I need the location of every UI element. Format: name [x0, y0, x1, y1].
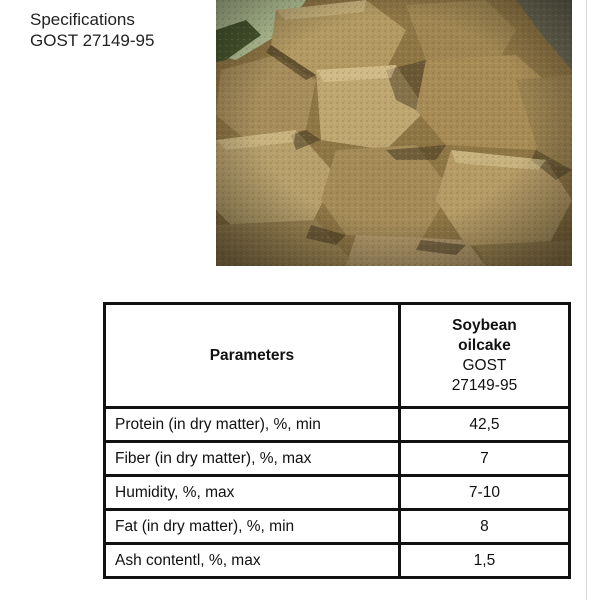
- header-product-line3: GOST: [462, 356, 507, 374]
- param-cell: Protein (in dry matter), %, min: [105, 408, 400, 442]
- table-row: [105, 442, 570, 476]
- table-row: [105, 408, 570, 442]
- header-product-line4: 27149-95: [451, 376, 518, 394]
- value-cell: 1,5: [399, 544, 569, 578]
- header-parameters: Parameters: [105, 304, 400, 408]
- header-product-line2: oilcake: [458, 336, 511, 354]
- param-cell: Fiber (in dry matter), %, max: [105, 442, 400, 476]
- spec-title-line1: Specifications: [30, 10, 135, 29]
- spec-title-line2: GOST 27149-95: [30, 31, 155, 50]
- value-cell: 42,5: [399, 408, 569, 442]
- table-header-row: [105, 304, 570, 408]
- oilcake-photo: [216, 0, 572, 266]
- table-row: [105, 544, 570, 578]
- specifications-table: [103, 302, 571, 579]
- table-row: [105, 510, 570, 544]
- content-border: [586, 0, 587, 600]
- table-row: [105, 476, 570, 510]
- header-product-line1: Soybean: [452, 316, 517, 334]
- param-cell: Humidity, %, max: [105, 476, 400, 510]
- value-cell: 8: [399, 510, 569, 544]
- header-product: [399, 304, 569, 408]
- value-cell: 7: [399, 442, 569, 476]
- param-cell: Fat (in dry matter), %, min: [105, 510, 400, 544]
- value-cell: 7-10: [399, 476, 569, 510]
- param-cell: Ash contentl, %, max: [105, 544, 400, 578]
- spec-title: [30, 9, 154, 51]
